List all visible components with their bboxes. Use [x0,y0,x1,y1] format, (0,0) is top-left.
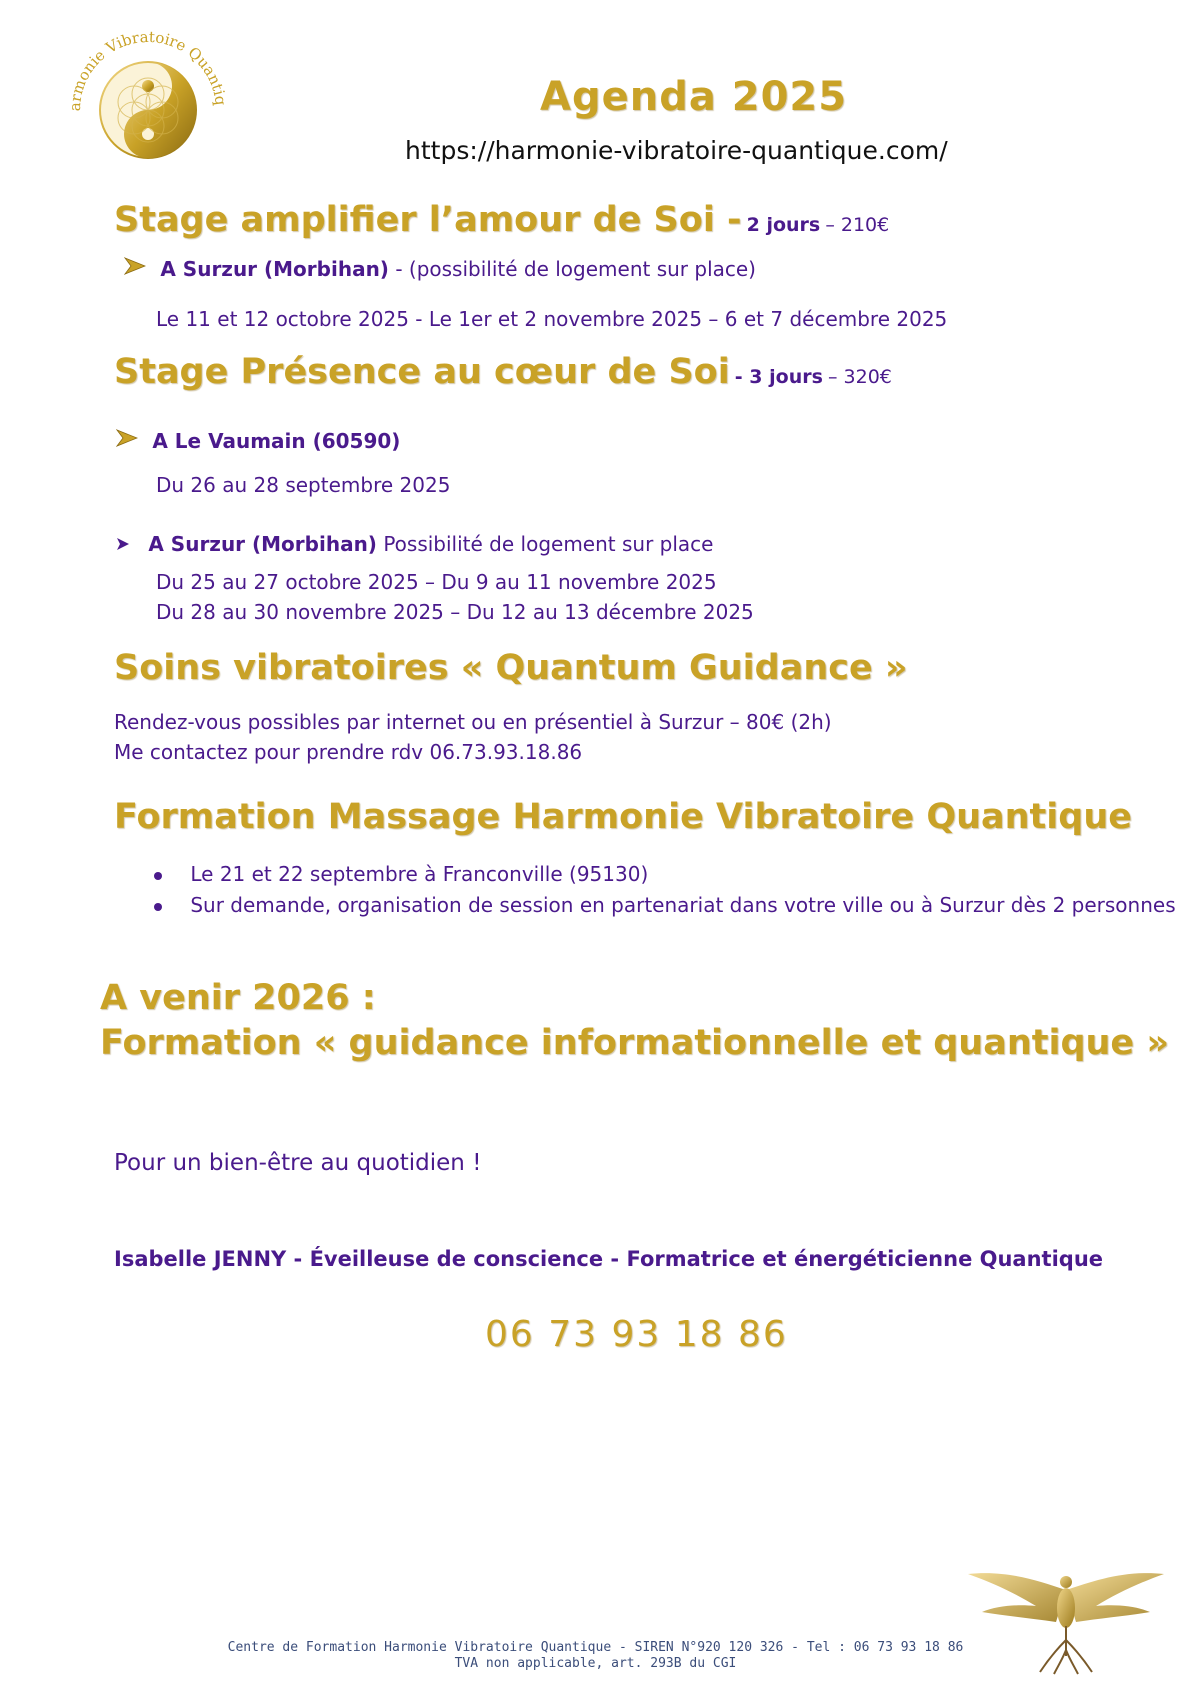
stage2-location-2-note: Possibilité de logement sur place [383,532,714,556]
formation-item-text: Le 21 et 22 septembre à Franconville (95130) [190,862,649,886]
page-title: Agenda 2025 [540,74,848,120]
soins-title: Soins vibratoires « Quantum Guidance » [114,648,908,688]
arrow-bullet-icon [124,256,146,276]
tagline: Pour un bien-être au quotidien ! [114,1150,482,1176]
stage1-duration: 2 jours [746,214,821,236]
formation-item-text: Sur demande, organisation de session en partenariat dans votre ville ou à Surzur dès 2 personnes [190,893,1176,917]
yin-yang-flower-of-life-icon [58,18,238,168]
stage1-dates: Le 11 et 12 octobre 2025 - Le 1er et 2 novembre 2025 – 6 et 7 décembre 2025 [156,307,948,331]
footer-line-1: Centre de Formation Harmonie Vibratoire Quantique - SIREN N°920 120 326 - Tel : 06 73 93 18 86 [227,1640,964,1655]
bullet-icon [154,872,162,880]
stage2-title: Stage Présence au cœur de Soi [114,352,730,392]
arrow-bullet-icon [116,537,130,551]
formation-title: Formation Massage Harmonie Vibratoire Quantique [114,797,1132,837]
stage1-price: – 210€ [825,214,890,236]
soins-line-2: Me contactez pour prendre rdv 06.73.93.18.86 [114,740,583,764]
stage1-title: Stage amplifier l’amour de Soi - [114,200,742,240]
stage1-location-note: - (possibilité de logement sur place) [395,257,756,281]
stage2-heading [114,352,892,392]
arrow-bullet-icon [116,428,138,448]
upcoming-formation: Formation « guidance informationnelle et quantique » [100,1023,1169,1063]
formation-item [154,893,1176,917]
stage1-location [124,256,756,281]
stage2-location-1-dates: Du 26 au 28 septembre 2025 [156,473,451,497]
footer-line-2: TVA non applicable, art. 293B du CGI [454,1656,737,1671]
stage1-location-name: A Surzur (Morbihan) [160,257,389,281]
stage1-heading [114,200,889,240]
formation-item [154,862,648,886]
soins-line-1: Rendez-vous possibles par internet ou en présentiel à Surzur – 80€ (2h) [114,710,832,734]
stage2-location-2-dates-1: Du 25 au 27 octobre 2025 – Du 9 au 11 novembre 2025 [156,570,717,594]
phone-number[interactable]: 06 73 93 18 86 [485,1314,788,1355]
stage2-location-2 [116,532,713,556]
stage2-duration: - 3 jours [734,366,823,388]
upcoming-title: A venir 2026 : [100,978,376,1018]
bullet-icon [154,903,162,911]
website-url[interactable]: https://harmonie-vibratoire-quantique.com/ [405,136,948,165]
signature: Isabelle JENNY - Éveilleuse de conscience - Formatrice et énergéticienne Quantique [114,1247,1104,1271]
logo-text: armonie Vibratoire Quantiq [65,27,230,112]
stage2-location-1 [116,428,400,453]
logo [58,18,238,168]
stage2-price: – 320€ [828,366,892,388]
stage2-location-1-name: A Le Vaumain (60590) [152,429,401,453]
stage2-location-2-dates-2: Du 28 au 30 novembre 2025 – Du 12 au 13 décembre 2025 [156,600,754,624]
stage2-location-2-name: A Surzur (Morbihan) [148,532,377,556]
